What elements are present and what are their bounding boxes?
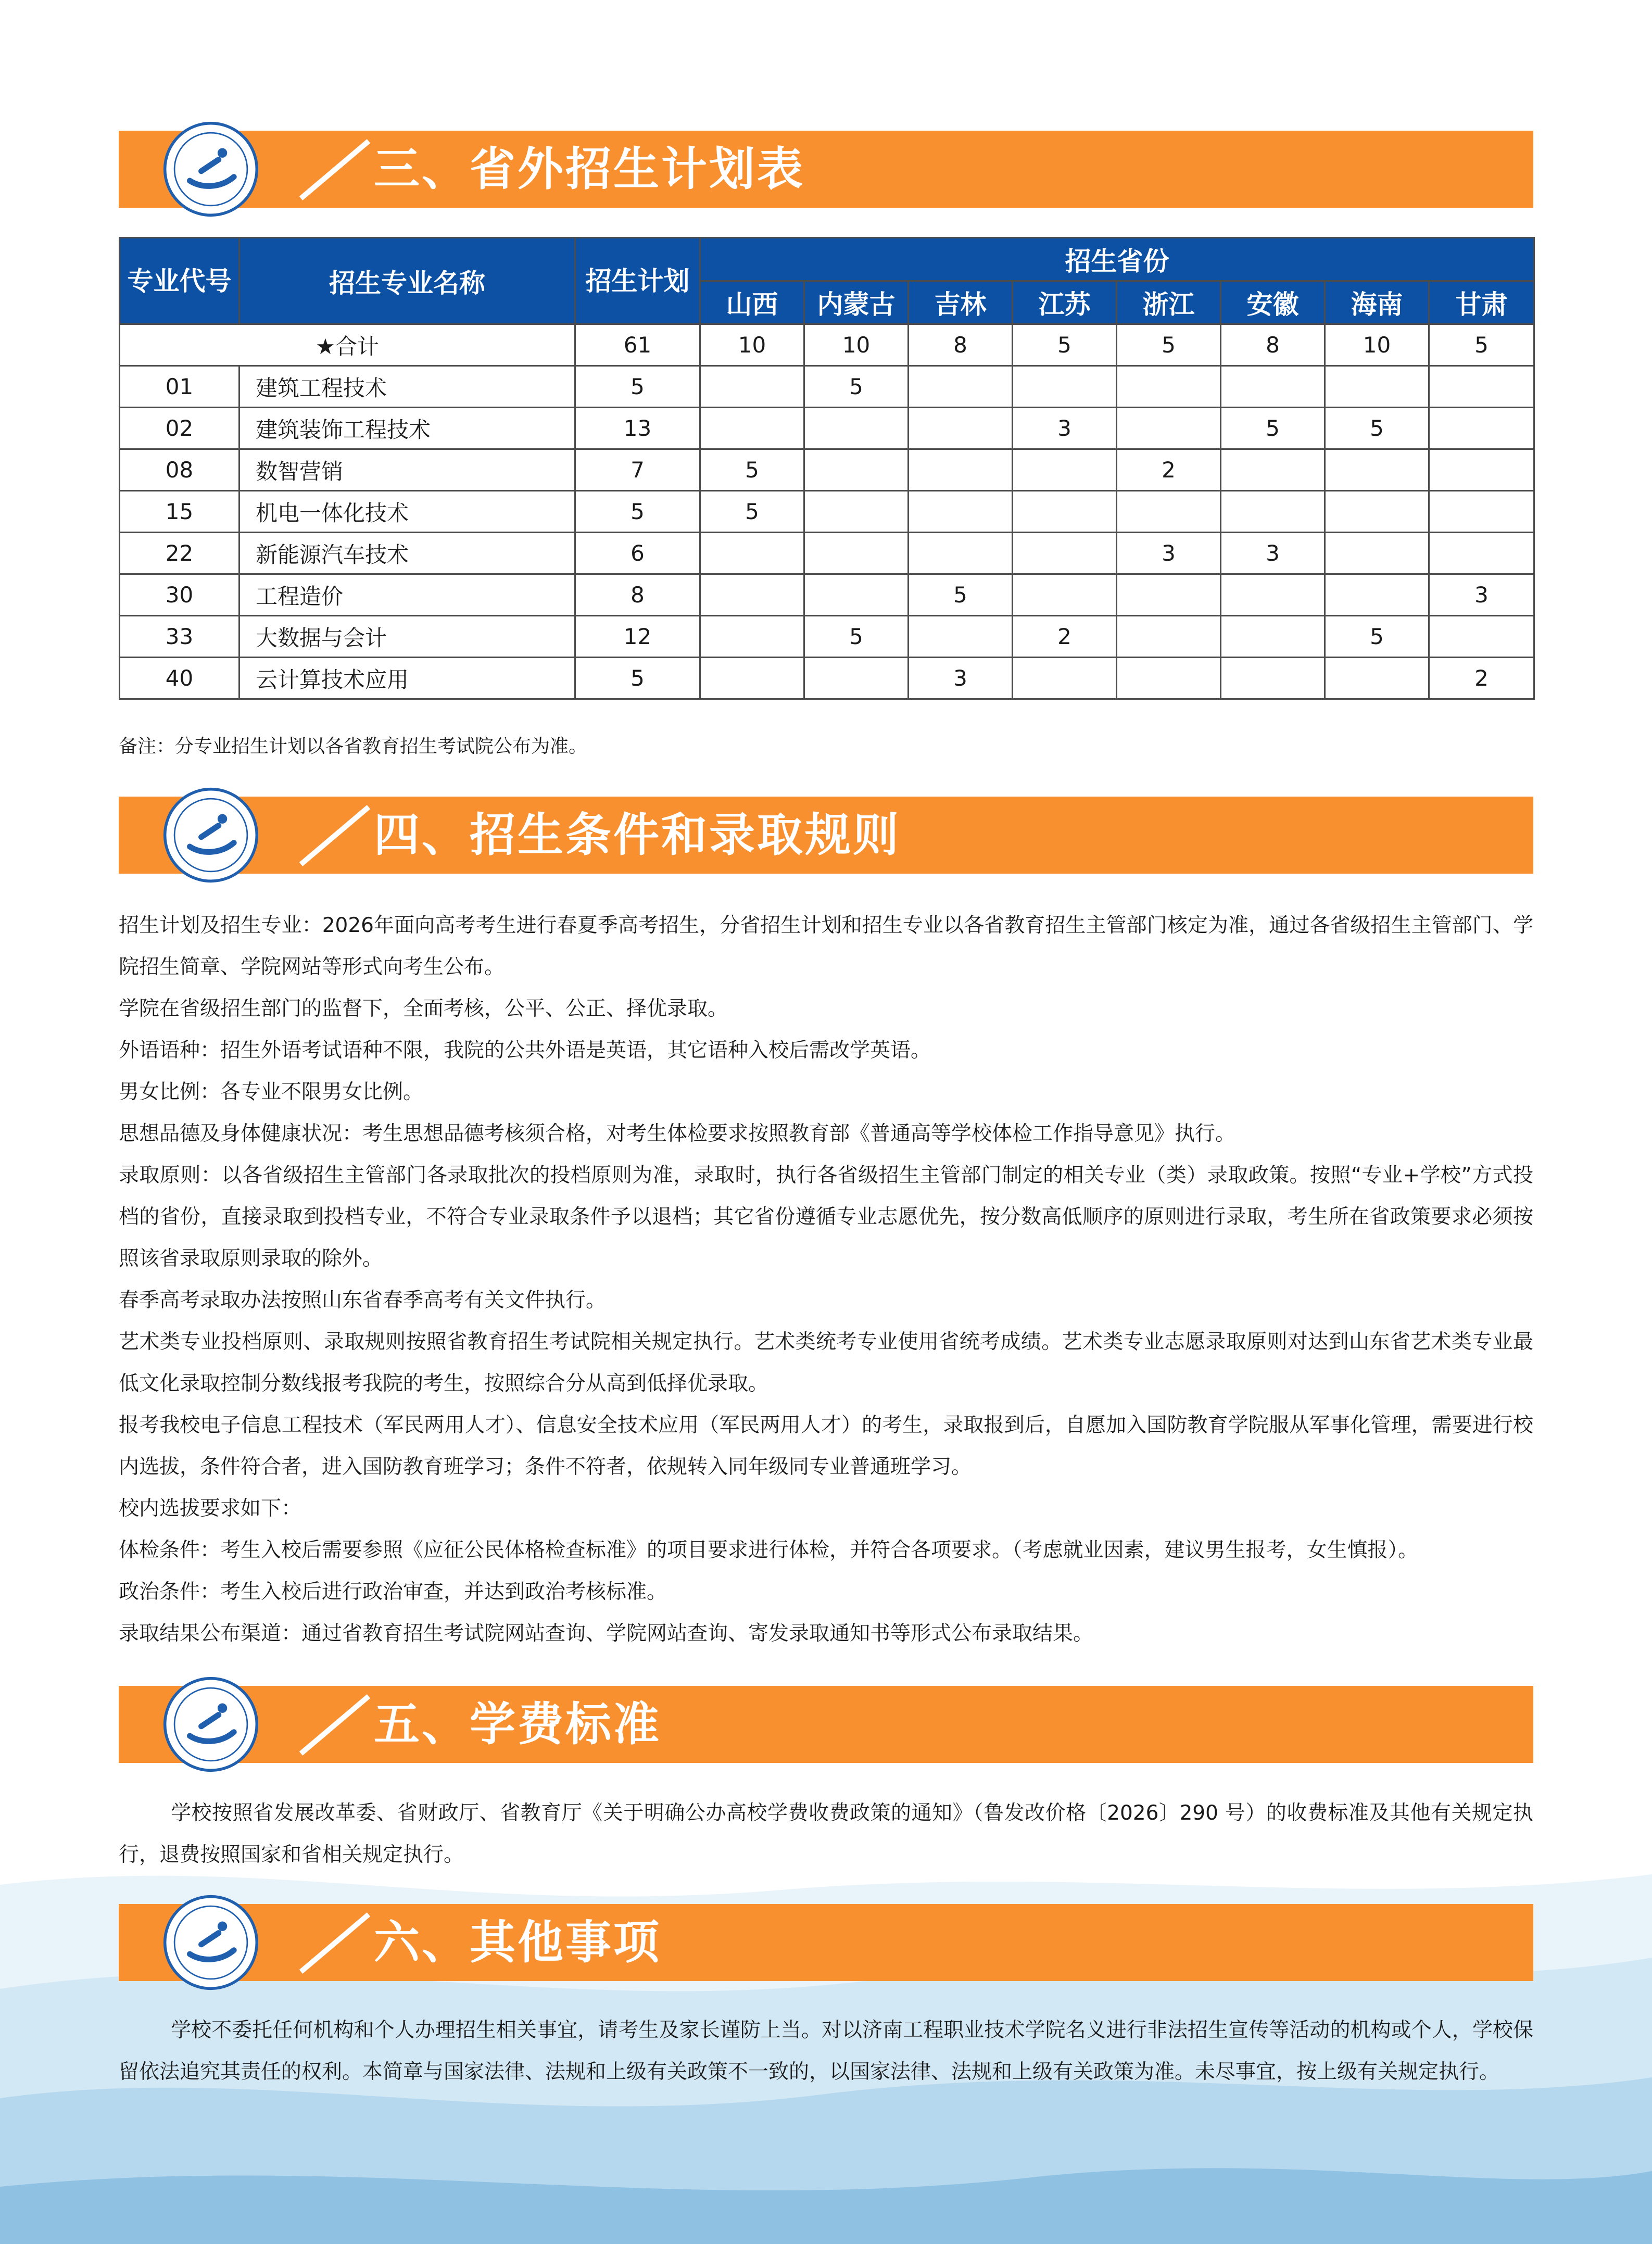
cell-province-value [804, 574, 909, 616]
total-province-value: 5 [1429, 324, 1534, 366]
cell-province-value [1117, 616, 1221, 658]
section-title: 五、学费标准 [374, 1697, 662, 1751]
cell-province-value: 3 [1013, 408, 1117, 449]
cell-province-value [1221, 449, 1325, 491]
cell-province-value [909, 408, 1013, 449]
cell-plan: 5 [575, 491, 700, 533]
rule-paragraph: 录取原则：以各省级招生主管部门各录取批次的投档原则为准，录取时，执行各省级招生主管部门制定的相关专业（类）录取政策。按照“专业+学校”方式投档的省份，直接录取到投档专业，不符合专业录取条件予以退档；其它省份遵循专业志愿优先，按分数高低顺序的原则进行录取，考生所在省政策要求必须按照该省录取原则录取的除外。 [119, 1164, 1533, 1270]
total-plan: 61 [575, 324, 700, 366]
cell-province-value: 5 [700, 449, 804, 491]
section-header-4 [119, 797, 1533, 874]
table-row [120, 408, 1534, 449]
cell-province-value [1221, 616, 1325, 658]
cell-code: 30 [120, 574, 239, 616]
section-5-body [119, 1793, 1533, 1876]
cell-province-value [1429, 449, 1534, 491]
header-province: 江苏 [1013, 281, 1117, 324]
cell-province-value [1429, 533, 1534, 574]
rule-paragraph: 学院在省级招生部门的监督下，全面考核，公平、公正、择优录取。 [119, 997, 728, 1020]
table-row [120, 616, 1534, 658]
cell-province-value [1117, 491, 1221, 533]
cell-province-value [1429, 408, 1534, 449]
cell-province-value [1325, 533, 1429, 574]
cell-code: 15 [120, 491, 239, 533]
cell-plan: 5 [575, 366, 700, 408]
cell-province-value: 5 [804, 366, 909, 408]
cell-plan: 6 [575, 533, 700, 574]
table-note: 备注：分专业招生计划以各省教育招生考试院公布为准。 [119, 736, 588, 757]
section-header-6 [119, 1904, 1533, 1981]
cell-province-value [909, 491, 1013, 533]
cell-code: 40 [120, 658, 239, 699]
cell-province-value [1013, 491, 1117, 533]
cell-plan: 7 [575, 449, 700, 491]
cell-province-value [909, 533, 1013, 574]
school-emblem-icon [163, 1676, 259, 1772]
cell-province-value [1117, 658, 1221, 699]
section-title: 三、省外招生计划表 [374, 142, 805, 196]
header-slash-decoration [280, 131, 384, 208]
cell-province-value [1221, 366, 1325, 408]
cell-province-value [1013, 366, 1117, 408]
table-row [120, 366, 1534, 408]
section-title: 六、其他事项 [374, 1915, 662, 1969]
cell-code: 33 [120, 616, 239, 658]
cell-province-value: 3 [909, 658, 1013, 699]
cell-province-value: 5 [804, 616, 909, 658]
rule-paragraph: 报考我校电子信息工程技术（军民两用人才）、信息安全技术应用（军民两用人才）的考生，录取报到后，自愿加入国防教育学院服从军事化管理，需要进行校内选拔，条件符合者，进入国防教育班学习；条件不符者，依规转入同年级同专业普通班学习。 [119, 1414, 1533, 1479]
section-title: 四、招生条件和录取规则 [374, 808, 901, 862]
cell-plan: 8 [575, 574, 700, 616]
cell-province-value [804, 491, 909, 533]
cell-province-value [804, 533, 909, 574]
cell-province-value: 3 [1429, 574, 1534, 616]
school-emblem-icon [163, 1895, 259, 1990]
rule-paragraph: 体检条件：考生入校后需要参照《应征公民体格检查标准》的项目要求进行体检，并符合各项要求。（考虑就业因素，建议男生报考，女生慎报）。 [119, 1539, 1419, 1562]
rule-paragraph: 校内选拔要求如下： [119, 1497, 302, 1520]
cell-province-value [804, 658, 909, 699]
cell-province-value [700, 616, 804, 658]
fee-paragraph: 学校按照省发展改革委、省财政厅、省教育厅《关于明确公办高校学费收费政策的通知》（鲁发改价格〔2026〕290 号）的收费标准及其他有关规定执行，退费按照国家和省相关规定执行。 [119, 1801, 1533, 1867]
table-row [120, 574, 1534, 616]
total-province-value: 10 [1325, 324, 1429, 366]
total-province-value: 8 [1221, 324, 1325, 366]
cell-province-value [1013, 449, 1117, 491]
header-provinces: 招生省份 [700, 238, 1534, 281]
cell-province-value: 5 [1325, 616, 1429, 658]
cell-province-value [1117, 408, 1221, 449]
header-name: 招生专业名称 [239, 238, 575, 324]
cell-province-value [700, 366, 804, 408]
rule-paragraph: 春季高考录取办法按照山东省春季高考有关文件执行。 [119, 1289, 607, 1312]
cell-code: 22 [120, 533, 239, 574]
cell-province-value: 5 [909, 574, 1013, 616]
cell-province-value: 3 [1117, 533, 1221, 574]
rule-paragraph: 政治条件：考生入校后进行政治审查，并达到政治考核标准。 [119, 1580, 667, 1604]
total-province-value: 8 [909, 324, 1013, 366]
rule-paragraph: 思想品德及身体健康状况：考生思想品德考核须合格，对考生体检要求按照教育部《普通高等学校体检工作指导意见》执行。 [119, 1122, 1236, 1145]
header-province: 吉林 [909, 281, 1013, 324]
cell-name: 新能源汽车技术 [239, 533, 575, 574]
cell-province-value [1429, 491, 1534, 533]
cell-province-value [909, 616, 1013, 658]
table-row [120, 449, 1534, 491]
cell-province-value: 2 [1117, 449, 1221, 491]
cell-code: 08 [120, 449, 239, 491]
rule-paragraph: 外语语种：招生外语考试语种不限，我院的公共外语是英语，其它语种入校后需改学英语。 [119, 1039, 931, 1062]
cell-province-value [1325, 366, 1429, 408]
cell-name: 工程造价 [239, 574, 575, 616]
rule-paragraph: 招生计划及招生专业：2026年面向高考考生进行春夏季高考招生，分省招生计划和招生专业以各省教育招生主管部门核定为准，通过各省级招生主管部门、学院招生简章、学院网站等形式向考生公布。 [119, 914, 1533, 979]
header-code: 专业代号 [120, 238, 239, 324]
header-province: 甘肃 [1429, 281, 1534, 324]
table-row-total [120, 324, 1534, 366]
enrollment-plan-table [119, 237, 1535, 700]
total-province-value: 10 [804, 324, 909, 366]
cell-code: 01 [120, 366, 239, 408]
cell-plan: 13 [575, 408, 700, 449]
cell-province-value [1325, 449, 1429, 491]
cell-province-value [1221, 491, 1325, 533]
cell-province-value [1117, 366, 1221, 408]
school-emblem-icon [163, 121, 259, 217]
cell-province-value [1117, 574, 1221, 616]
header-plan: 招生计划 [575, 238, 700, 324]
cell-province-value [700, 408, 804, 449]
cell-province-value [804, 449, 909, 491]
cell-province-value: 5 [700, 491, 804, 533]
rule-paragraph: 男女比例：各专业不限男女比例。 [119, 1080, 424, 1104]
header-slash-decoration [280, 1904, 384, 1981]
cell-province-value: 5 [1221, 408, 1325, 449]
rule-paragraph: 艺术类专业投档原则、录取规则按照省教育招生考试院相关规定执行。艺术类统考专业使用省统考成绩。艺术类专业志愿录取原则对达到山东省艺术类专业最低文化录取控制分数线报考我院的考生，按照综合分从高到低择优录取。 [119, 1330, 1533, 1395]
cell-province-value [909, 366, 1013, 408]
cell-province-value [804, 408, 909, 449]
rule-paragraph: 录取结果公布渠道：通过省教育招生考试院网站查询、学院网站查询、寄发录取通知书等形式公布录取结果。 [119, 1622, 1094, 1645]
cell-province-value [1325, 491, 1429, 533]
cell-name: 数智营销 [239, 449, 575, 491]
school-emblem-icon [163, 787, 259, 883]
total-province-value: 5 [1117, 324, 1221, 366]
cell-province-value: 3 [1221, 533, 1325, 574]
total-province-value: 5 [1013, 324, 1117, 366]
cell-province-value [700, 658, 804, 699]
header-province: 内蒙古 [804, 281, 909, 324]
table-row [120, 658, 1534, 699]
cell-province-value [1013, 533, 1117, 574]
header-slash-decoration [280, 797, 384, 874]
cell-province-value [1325, 574, 1429, 616]
total-label: ★合计 [120, 324, 575, 366]
cell-province-value [1013, 658, 1117, 699]
cell-plan: 5 [575, 658, 700, 699]
section-4-body [119, 905, 1533, 1655]
cell-name: 建筑工程技术 [239, 366, 575, 408]
cell-province-value [700, 533, 804, 574]
cell-code: 02 [120, 408, 239, 449]
section-header-3 [119, 131, 1533, 208]
section-6-body [119, 2010, 1533, 2093]
cell-province-value [1429, 616, 1534, 658]
cell-province-value: 2 [1429, 658, 1534, 699]
header-province: 安徽 [1221, 281, 1325, 324]
header-province: 浙江 [1117, 281, 1221, 324]
cell-province-value [1013, 574, 1117, 616]
cell-name: 云计算技术应用 [239, 658, 575, 699]
cell-name: 建筑装饰工程技术 [239, 408, 575, 449]
table-row [120, 491, 1534, 533]
total-province-value: 10 [700, 324, 804, 366]
other-matters-paragraph: 学校不委托任何机构和个人办理招生相关事宜，请考生及家长谨防上当。对以济南工程职业技术学院名义进行非法招生宣传等活动的机构或个人，学校保留依法追究其责任的权利。本简章与国家法律、法规和上级有关政策不一致的，以国家法律、法规和上级有关政策为准。未尽事宜，按上级有关规定执行。 [119, 2019, 1533, 2084]
cell-province-value: 5 [1325, 408, 1429, 449]
cell-name: 机电一体化技术 [239, 491, 575, 533]
cell-province-value [1221, 658, 1325, 699]
table-row [120, 533, 1534, 574]
cell-province-value [1429, 366, 1534, 408]
cell-province-value: 2 [1013, 616, 1117, 658]
section-header-5 [119, 1686, 1533, 1763]
cell-province-value [909, 449, 1013, 491]
cell-province-value [1325, 658, 1429, 699]
header-slash-decoration [280, 1686, 384, 1763]
cell-province-value [1221, 574, 1325, 616]
header-province: 山西 [700, 281, 804, 324]
cell-name: 大数据与会计 [239, 616, 575, 658]
header-province: 海南 [1325, 281, 1429, 324]
cell-plan: 12 [575, 616, 700, 658]
cell-province-value [700, 574, 804, 616]
